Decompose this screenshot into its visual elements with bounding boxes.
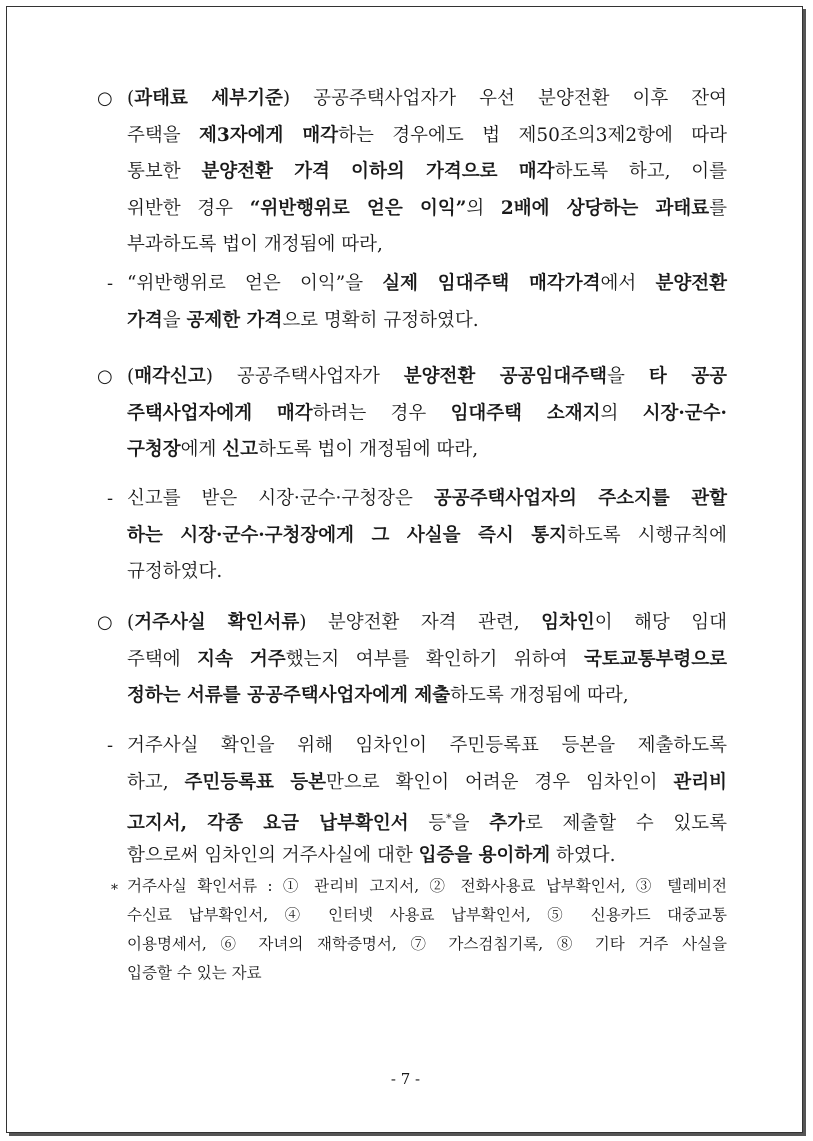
dash-bullet-icon: - bbox=[107, 488, 114, 509]
footnote-asterisk-icon: * bbox=[111, 882, 118, 898]
footnote-line: 수신료 납부확인서, ④ 인터넷 사용료 납부확인서, ⑤ 신용카드 대중교통 bbox=[127, 906, 727, 924]
bold-text: 구청장 bbox=[127, 439, 181, 460]
text-line bbox=[127, 230, 727, 260]
text-run: 하였다. bbox=[550, 844, 616, 866]
text-run: 함으로써 임차인의 거주사실에 대한 bbox=[127, 844, 419, 866]
text-run: 주택에 bbox=[127, 648, 198, 670]
text-run: 의 bbox=[466, 197, 501, 219]
text-run: 하도록 하고, 이를 bbox=[554, 161, 727, 182]
text-run: 으로 명확히 규정하였다. bbox=[282, 309, 479, 331]
bold-text: 신고 bbox=[222, 439, 258, 460]
text-run: 에서 bbox=[600, 273, 656, 294]
text-line bbox=[127, 681, 727, 711]
text-run: ( bbox=[127, 612, 135, 633]
text-run: 을 bbox=[162, 309, 187, 331]
bold-text: 분양전환 bbox=[655, 273, 727, 294]
text-line bbox=[127, 157, 727, 187]
page-number: - 7 - bbox=[390, 1070, 421, 1088]
text-run: 하려는 경우 bbox=[312, 402, 451, 424]
text-run: 등 bbox=[408, 813, 447, 835]
document-page bbox=[6, 6, 803, 1133]
text-run: 을 bbox=[451, 813, 490, 835]
bold-text: 지속 거주 bbox=[197, 648, 286, 670]
text-run: ( bbox=[127, 88, 135, 109]
text-line bbox=[127, 557, 727, 587]
text-line bbox=[127, 731, 727, 761]
circle-bullet-icon: ○ bbox=[97, 612, 113, 633]
text-run: ( bbox=[127, 366, 135, 387]
footnote-line: 이용명세서, ⑥ 자녀의 재학증명서, ⑦ 가스검침기록, ⑧ 기타 거주 사실을 bbox=[127, 935, 727, 953]
text-run: 에게 bbox=[180, 439, 223, 460]
bold-text: 실제 임대주택 매각가격 bbox=[382, 273, 601, 294]
text-line bbox=[127, 269, 727, 299]
circle-bullet-icon: ○ bbox=[97, 366, 113, 387]
bold-text: 임차인 bbox=[541, 612, 595, 633]
text-line bbox=[127, 84, 727, 114]
text-run: 하는 경우에도 법 제50조의3제2항에 따라 bbox=[338, 124, 727, 146]
footnote-line: 입증할 수 있는 자료 bbox=[127, 964, 262, 982]
text-run: 로 제출할 수 있도록 bbox=[524, 813, 727, 835]
text-run: 규정하였다. bbox=[127, 561, 223, 582]
text-run: 주택을 bbox=[127, 124, 200, 146]
bold-text: 공제한 가격 bbox=[186, 309, 283, 331]
text-run: 하고, bbox=[127, 771, 185, 793]
bold-text: 가격 bbox=[127, 309, 163, 331]
bold-text: 분양전환 공공임대주택 bbox=[403, 366, 608, 387]
text-line bbox=[127, 768, 727, 798]
text-line bbox=[127, 121, 727, 151]
bold-text: 매각신고 bbox=[134, 366, 206, 387]
bold-text: 입증을 용이하게 bbox=[418, 844, 551, 866]
bold-text: 분양전환 가격 이하의 가격으로 매각 bbox=[201, 161, 555, 182]
text-run: 이 해당 임대 bbox=[594, 612, 727, 633]
text-run: ) 공공주택사업자가 우선 분양전환 이후 잔여 bbox=[282, 88, 727, 109]
bold-text: 하는 시장·군수·구청장에게 그 사실을 즉시 통지 bbox=[127, 524, 568, 546]
text-run: 하도록 법이 개정됨에 따라, bbox=[258, 439, 479, 460]
bold-text: 추가 bbox=[489, 813, 525, 835]
bold-text: 임대주택 소재지 bbox=[450, 402, 601, 424]
bold-text: 공공주택사업자의 주소지를 관할 bbox=[433, 488, 727, 509]
text-run: 통보한 bbox=[127, 161, 202, 182]
text-run: ) 공공주택사업자가 bbox=[205, 366, 404, 387]
bold-text: 과태료 세부기준 bbox=[134, 88, 283, 109]
text-run: 거주사실 확인을 위해 임차인이 주민등록표 등본을 제출하도록 bbox=[127, 735, 727, 756]
text-run: 위반한 경우 bbox=[127, 197, 250, 219]
bold-text: 고지서, 각종 요금 납부확인서 bbox=[127, 813, 409, 835]
footnote-line: 거주사실 확인서류 : ① 관리비 고지서, ② 전화사용료 납부확인서, ③ 텔레비전 bbox=[127, 877, 727, 895]
text-line bbox=[127, 484, 727, 514]
text-line bbox=[127, 521, 727, 551]
bold-text: 주민등록표 등본 bbox=[184, 771, 326, 793]
text-run: 하도록 개정됨에 따라, bbox=[450, 685, 629, 706]
bold-text: 시장·군수· bbox=[642, 402, 727, 424]
text-line bbox=[127, 362, 727, 392]
text-run: 하도록 시행규칙에 bbox=[567, 524, 727, 546]
bold-text: 제3자에게 매각 bbox=[199, 124, 339, 146]
text-line bbox=[127, 804, 727, 834]
text-run: 의 bbox=[600, 402, 643, 424]
text-line bbox=[127, 645, 727, 675]
dash-bullet-icon: - bbox=[107, 735, 114, 756]
text-line bbox=[127, 841, 727, 871]
text-line bbox=[127, 194, 727, 224]
text-run: 만으로 확인이 어려운 경우 임차인이 bbox=[326, 771, 674, 793]
text-run: ) 분양전환 자격 관련, bbox=[299, 612, 542, 633]
text-run: 했는지 여부를 확인하기 위하여 bbox=[285, 648, 585, 670]
bold-text: 주택사업자에게 매각 bbox=[127, 402, 313, 424]
text-run: 을 bbox=[607, 366, 649, 387]
bold-text: 국토교통부령으로 bbox=[584, 648, 727, 670]
text-line bbox=[127, 399, 727, 429]
bold-text: 관리비 bbox=[673, 771, 727, 793]
text-run: 신고를 받은 시장·군수·구청장은 bbox=[127, 488, 434, 509]
text-line bbox=[127, 306, 727, 336]
bold-text: 타 공공 bbox=[648, 366, 727, 387]
bold-text: 2배에 상당하는 과태료 bbox=[500, 197, 710, 219]
text-run: * bbox=[446, 812, 452, 825]
bold-text: “위반행위로 얻은 이익” bbox=[249, 197, 467, 219]
bold-text: 거주사실 확인서류 bbox=[134, 612, 300, 633]
dash-bullet-icon: - bbox=[107, 273, 114, 294]
text-run: “위반행위로 얻은 이익”을 bbox=[127, 273, 383, 294]
bold-text: 정하는 서류를 공공주택사업자에게 제출 bbox=[127, 685, 451, 706]
text-line bbox=[127, 608, 727, 638]
text-run: 부과하도록 법이 개정됨에 따라, bbox=[127, 234, 383, 255]
circle-bullet-icon: ○ bbox=[97, 88, 113, 109]
text-line bbox=[127, 435, 727, 465]
text-run: 를 bbox=[709, 197, 727, 219]
